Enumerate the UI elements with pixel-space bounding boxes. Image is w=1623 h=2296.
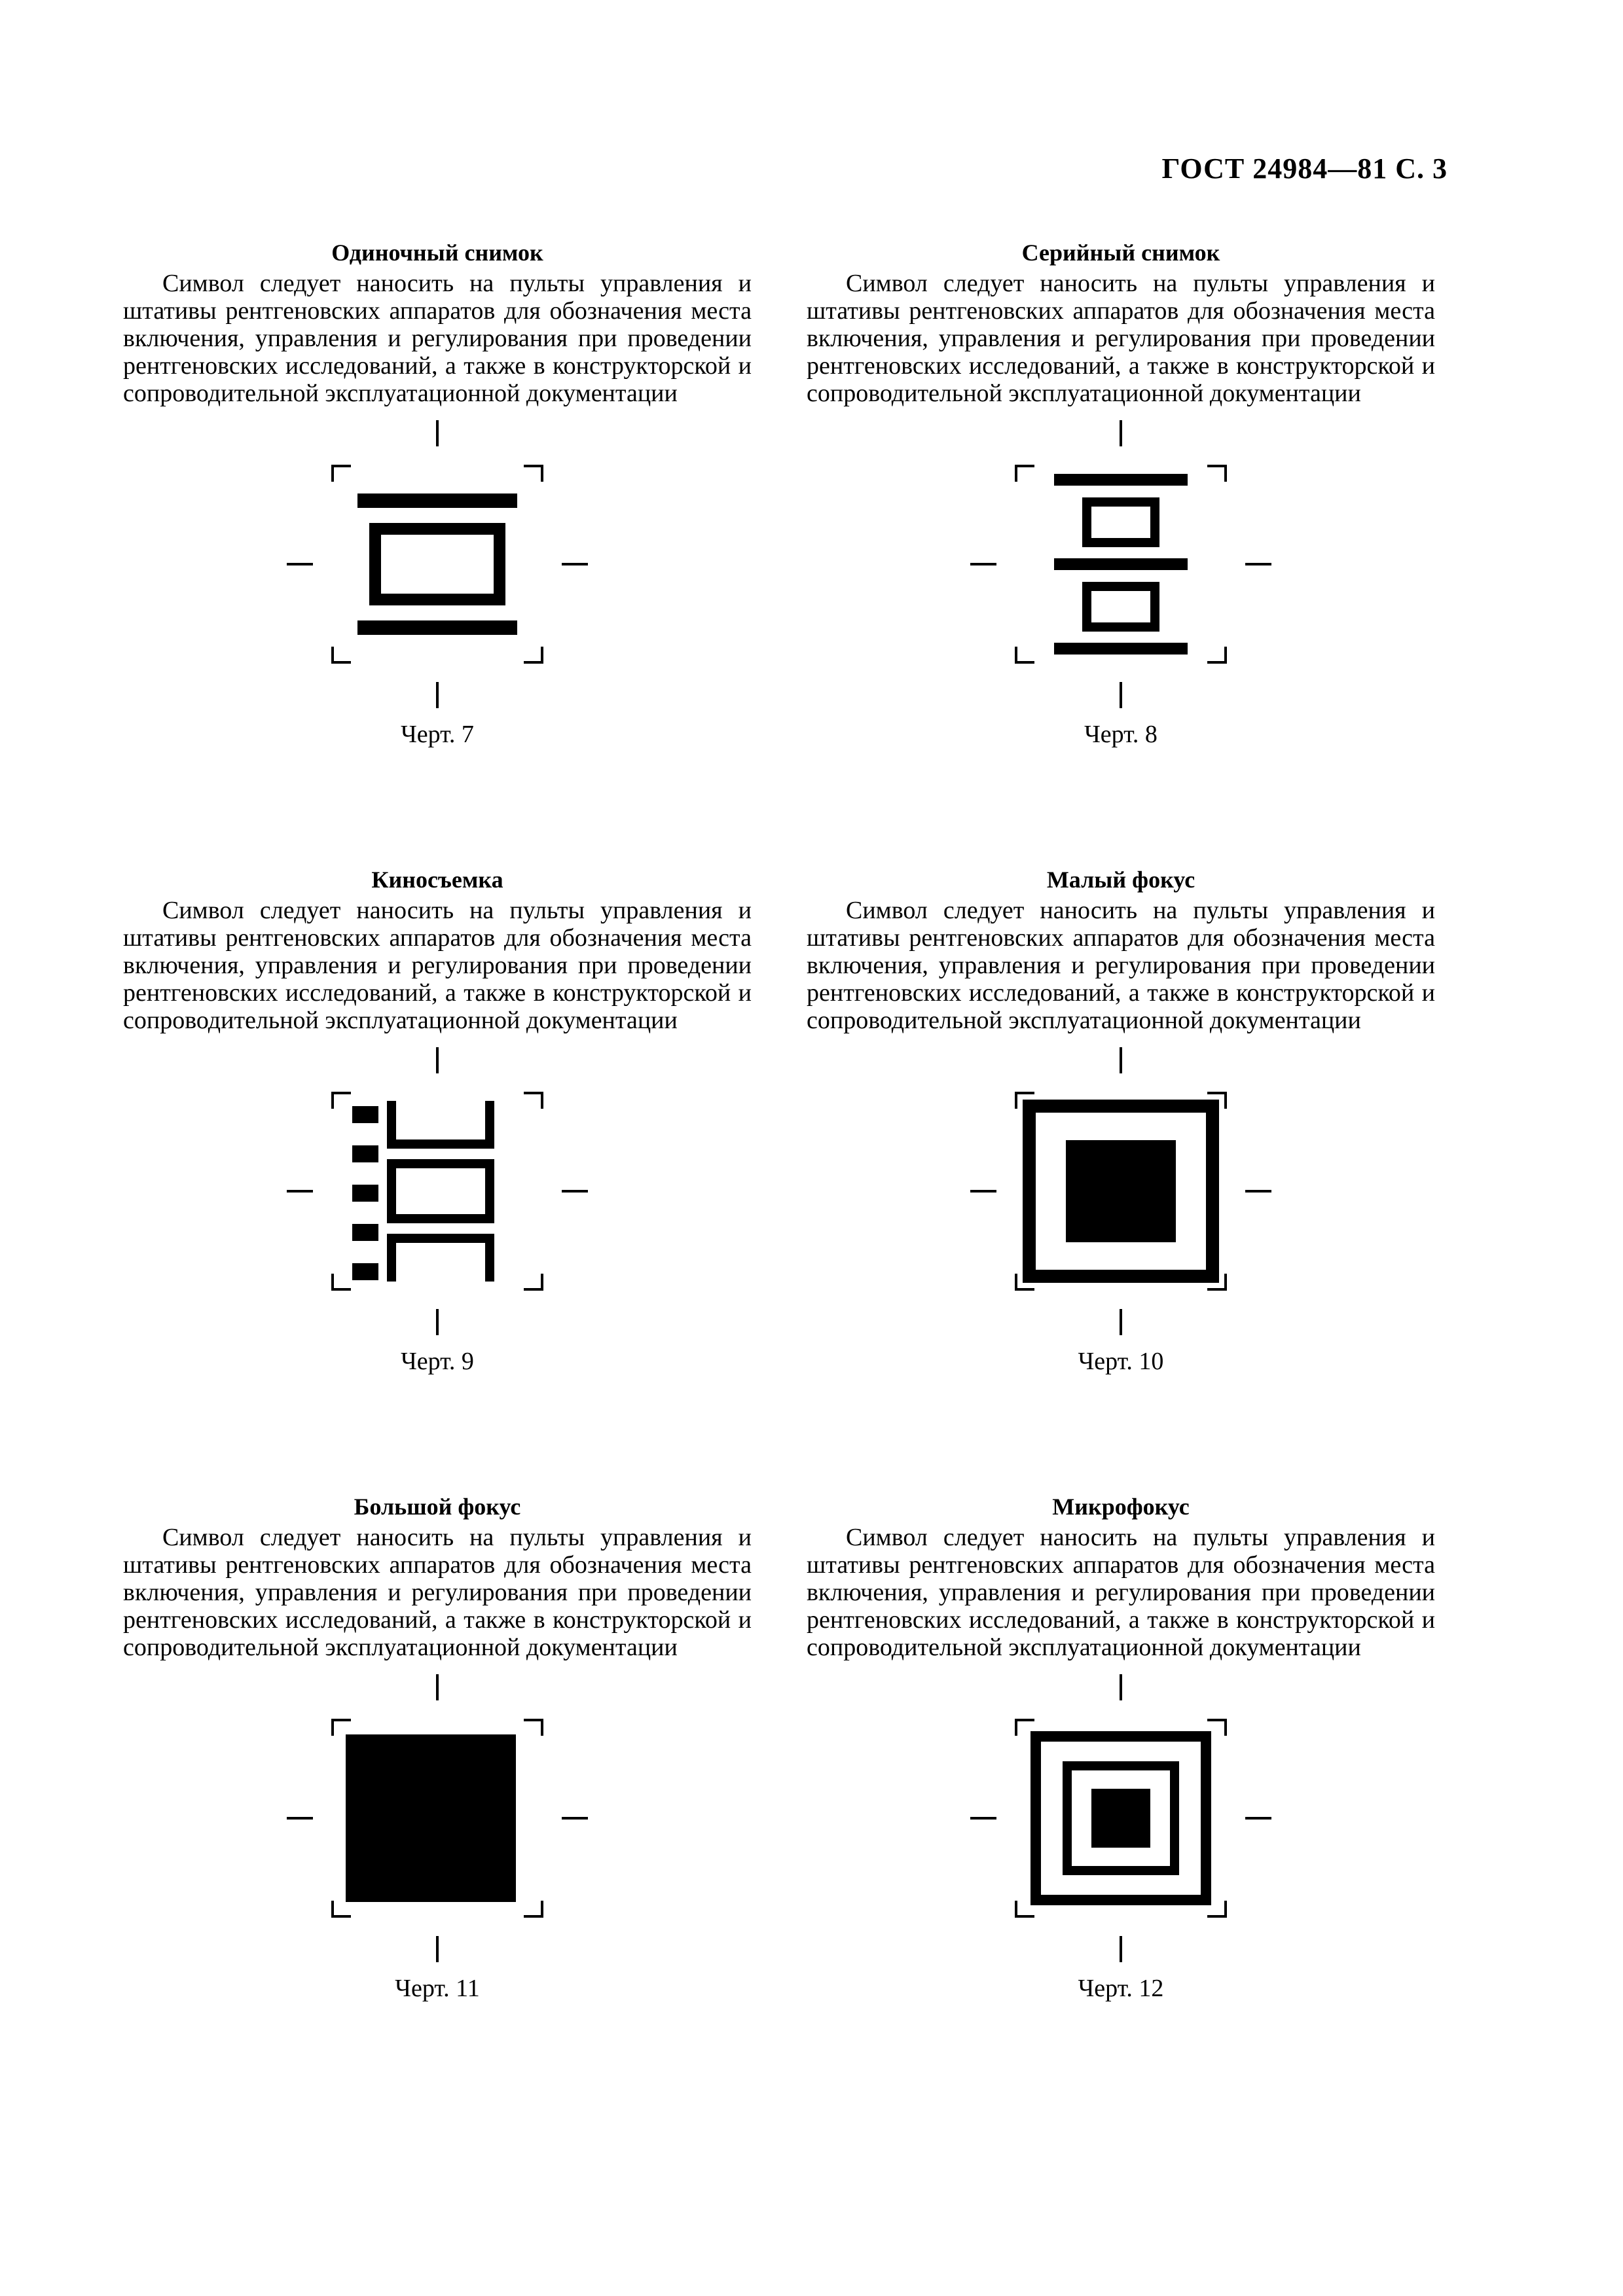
section-title: Микрофокус <box>1052 1494 1190 1520</box>
serial-exposure-icon <box>944 420 1298 708</box>
section-title: Одиночный снимок <box>331 240 543 266</box>
section-title: Малый фокус <box>1046 867 1195 893</box>
section-description: Символ следует наносить на пульты управления и штативы рентгеновских аппаратов для обозначения места включения, управления и регулирования при проведении рентгеновских исследований, а также в конструкторской и сопроводительной эксплуатационной документации <box>807 270 1435 407</box>
single-exposure-icon <box>261 420 614 708</box>
section-description: Символ следует наносить на пульты управления и штативы рентгеновских аппаратов для обозначения места включения, управления и регулирования при проведении рентгеновских исследований, а также в конструкторской и сопроводительной эксплуатационной документации <box>123 270 752 407</box>
figure-caption: Черт. 11 <box>395 1975 480 2002</box>
section-description: Символ следует наносить на пульты управления и штативы рентгеновских аппаратов для обозначения места включения, управления и регулирования при проведении рентгеновских исследований, а также в конструкторской и сопроводительной эксплуатационной документации <box>807 897 1435 1034</box>
symbol-section-cine-recording <box>123 864 752 1377</box>
section-description: Символ следует наносить на пульты управления и штативы рентгеновских аппаратов для обозначения места включения, управления и регулирования при проведении рентгеновских исследований, а также в конструкторской и сопроводительной эксплуатационной документации <box>123 897 752 1034</box>
figure-9 <box>261 1047 614 1335</box>
figure-caption: Черт. 7 <box>401 721 474 748</box>
figure-7 <box>261 420 614 708</box>
section-title: Киносъемка <box>371 867 503 893</box>
microfocus-icon <box>944 1674 1298 1962</box>
figure-caption: Черт. 12 <box>1078 1975 1164 2002</box>
small-focus-icon <box>944 1047 1298 1335</box>
cine-recording-icon <box>261 1047 614 1335</box>
figure-11 <box>261 1674 614 1962</box>
symbol-section-small-focus <box>807 864 1435 1377</box>
symbol-section-serial-exposure <box>807 237 1435 750</box>
symbol-section-microfocus <box>807 1491 1435 2004</box>
section-title: Большой фокус <box>354 1494 521 1520</box>
figure-caption: Черт. 10 <box>1078 1348 1164 1375</box>
page-header: ГОСТ 24984—81 С. 3 <box>1161 152 1448 185</box>
symbol-section-large-focus <box>123 1491 752 2004</box>
section-description: Символ следует наносить на пульты управления и штативы рентгеновских аппаратов для обозначения места включения, управления и регулирования при проведении рентгеновских исследований, а также в конструкторской и сопроводительной эксплуатационной документации <box>807 1524 1435 1661</box>
figure-12 <box>944 1674 1298 1962</box>
figure-caption: Черт. 9 <box>401 1348 474 1375</box>
figure-8 <box>944 420 1298 708</box>
section-title: Серийный снимок <box>1021 240 1220 266</box>
section-description: Символ следует наносить на пульты управления и штативы рентгеновских аппаратов для обозначения места включения, управления и регулирования при проведении рентгеновских исследований, а также в конструкторской и сопроводительной эксплуатационной документации <box>123 1524 752 1661</box>
symbol-section-single-exposure <box>123 237 752 750</box>
large-focus-icon <box>261 1674 614 1962</box>
figure-10 <box>944 1047 1298 1335</box>
figure-caption: Черт. 8 <box>1084 721 1158 748</box>
